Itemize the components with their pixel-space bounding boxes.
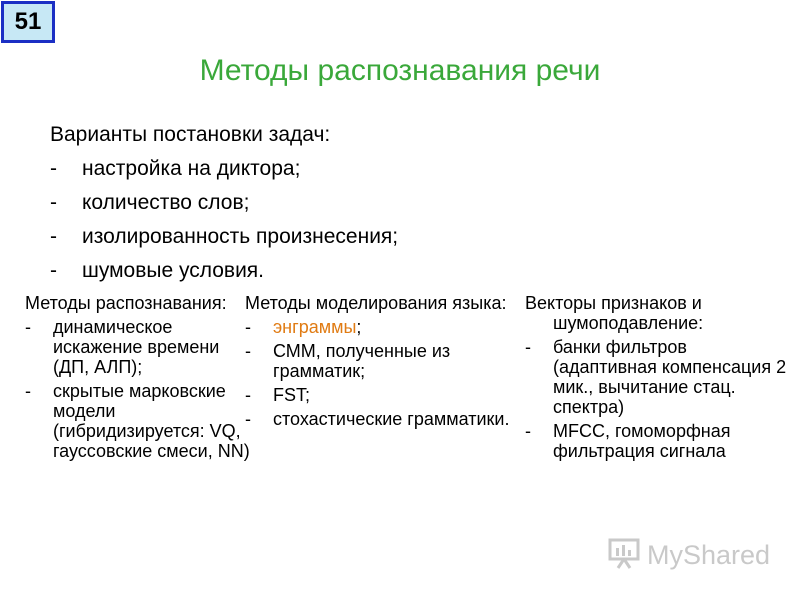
list-item-text: MFCC, гомоморфная фильтрация сигнала [553, 421, 731, 461]
column-list [525, 337, 790, 461]
list-item-text: динамическое искажение времени (ДП, АЛП); [53, 317, 220, 377]
column-feature-vectors [525, 293, 790, 465]
list-item [245, 341, 510, 381]
intro-item [50, 152, 398, 186]
list-item [525, 337, 790, 417]
accent-term: энграммы [273, 317, 357, 337]
presentation-board-icon [607, 536, 641, 575]
slide-number: 51 [14, 8, 42, 35]
list-item-text: СММ, полученные из грамматик; [273, 341, 451, 381]
list-item-text: скрытые марковские модели (гибридизируется: VQ, гауссовские смеси, NN) [53, 381, 250, 461]
column-heading: Векторы признаков и шумоподавление: [525, 293, 704, 333]
list-item [245, 409, 510, 429]
column-list [245, 317, 510, 429]
dash-marker: - [25, 381, 31, 401]
intro-item [50, 220, 398, 254]
dash-marker: - [50, 157, 57, 180]
list-item [25, 317, 250, 377]
dash-marker: - [25, 317, 31, 337]
accent-term-suffix: ; [356, 317, 362, 337]
list-item [245, 317, 510, 337]
intro-item-text: шумовые условия. [82, 259, 265, 282]
intro-item-text: настройка на диктора; [82, 157, 301, 180]
column-list [25, 317, 250, 461]
dash-marker: - [50, 191, 57, 214]
dash-marker: - [245, 409, 251, 429]
intro-heading: Варианты постановки задач: [50, 123, 331, 146]
intro-item-text: изолированность произнесения; [82, 225, 399, 248]
dash-marker: - [50, 259, 57, 282]
intro-item [50, 254, 398, 288]
list-item [525, 421, 790, 461]
intro-item [50, 186, 398, 220]
column-heading: Методы распознавания: [25, 293, 227, 313]
column-language-modeling [245, 293, 510, 433]
column-heading: Методы моделирования языка: [245, 293, 507, 313]
slide-number-badge [1, 1, 55, 43]
dash-marker: - [245, 385, 251, 405]
list-item-text: банки фильтров (адаптивная компенсация 2 мик., вычитание стац. спектра) [553, 337, 787, 417]
column-recognition-methods [25, 293, 250, 465]
list-item [25, 381, 250, 461]
slide-title: Методы распознавания речи [199, 54, 601, 87]
dash-marker: - [245, 341, 251, 361]
list-item-text: FST; [273, 385, 311, 405]
intro-block [50, 118, 398, 288]
list-item [245, 385, 510, 405]
list-item-text [273, 317, 510, 337]
intro-item-text: количество слов; [82, 191, 250, 214]
dash-marker: - [525, 337, 531, 357]
dash-marker: - [245, 317, 251, 337]
dash-marker: - [50, 225, 57, 248]
list-item-text: стохастические грамматики. [273, 409, 510, 429]
dash-marker: - [525, 421, 531, 441]
watermark-text: MyShared [647, 539, 771, 570]
watermark [607, 535, 770, 575]
